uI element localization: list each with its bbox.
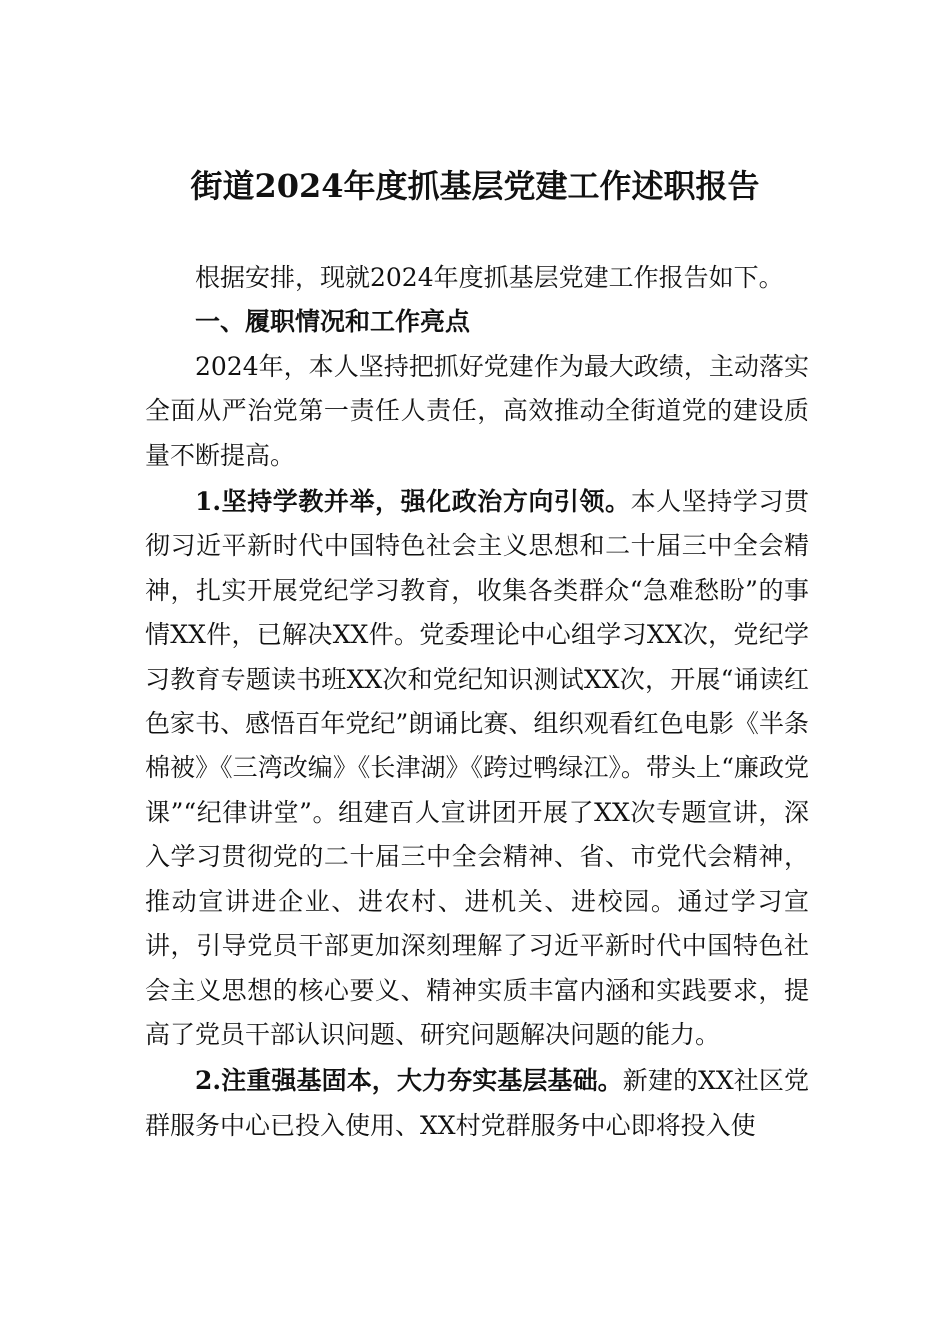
intro-paragraph: 根据安排，现就2024年度抓基层党建工作报告如下。 [195,263,784,292]
item-1-lead: 1.坚持学教并举，强化政治方向引领。 [195,487,631,517]
document-title: 街道2024年度抓基层党建工作述职报告 [190,167,760,205]
section-heading: 一、履职情况和工作亮点 [195,307,471,337]
item-2-text: 新建的XX社区党群服务中心已投入使用、XX村党群服务中心即将投入使 [145,1066,809,1140]
document-body [145,256,809,1148]
section-paragraph: 2024年，本人坚持把抓好党建作为最大政绩，主动落实全面从严治党第一责任人责任，高效推动全街道党的建设质量不断提高。 [145,351,809,470]
item-2-lead: 2.注重强基固本，大力夯实基层基础。 [195,1066,623,1096]
item-1-text: 本人坚持学习贯彻习近平新时代中国特色社会主义思想和二十届三中全会精神，扎实开展党纪学习教育，收集各类群众“急难愁盼”的事情XX件，已解决XX件。党委理论中心组学习XX次，党纪学习教育专题读书班XX次和党纪知识测试XX次，开展“诵读红色家书、感悟百年党纪”朗诵比赛、组织观看红色电影《半条棉被》《三湾改编》《长津湖》《跨过鸭绿江》。带头上“廉政党课”“纪律讲堂”。组建百人宣讲团开展了XX次专题宣讲，深入学习贯彻党的二十届三中全会精神、省、市党代会精神，推动宣讲进企业、进农村、进机关、进校园。通过学习宣讲，引导党员干部更加深刻理解了习近平新时代中国特色社会主义思想的核心要义、精神实质丰富内涵和实践要求，提高了党员干部认识问题、研究问题解决问题的能力。 [145,487,809,1049]
item-paragraph-1 [145,480,809,1057]
item-paragraph-2 [145,1059,809,1148]
